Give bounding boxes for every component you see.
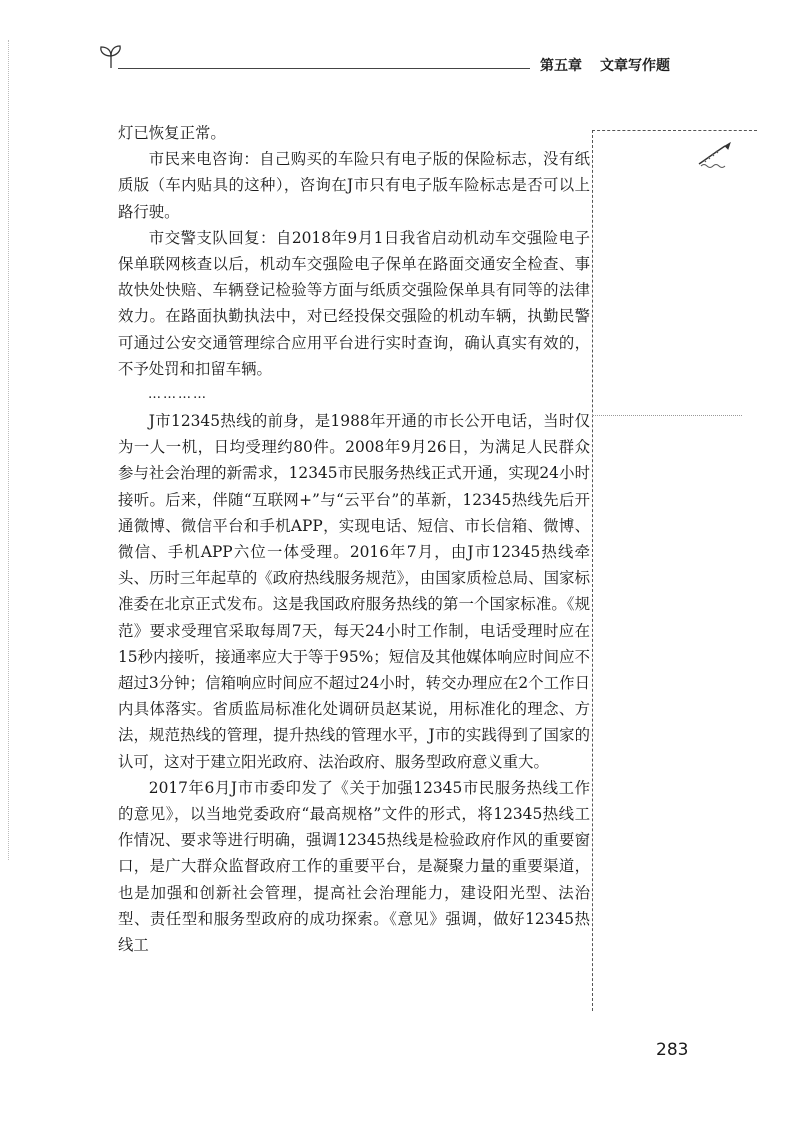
paragraph: 2017年6月J市市委印发了《关于加强12345市民服务热线工作的意见》，以当地党委政府“最高规格”文件的形式，将12345热线工作情况、要求等进行明确，强调12345热线是检验政府作风的重要窗口，是广大群众监督政府工作的重要平台，是凝聚力量的重要渠道，也是加强和创新社会管理，提高社会治理能力，建设阳光型、法治型、责任型和服务型政府的成功探索。《意见》强调，做好12345热线工 xyxy=(118,778,590,955)
leaf-sprout-icon xyxy=(98,44,124,70)
paragraph: 市交警支队回复：自2018年9月1日我省启动机动车交强险电子保单联网核查以后，机动车交强险电子保单在路面交通安全检查、事故快处快赔、车辆登记检验等方面与纸质交强险保单具有同等的法律效力。在路面执勤执法中，对已经投保交强险的机动车辆，执勤民警可通过公安交通管理综合应用平台进行实时查询，确认真实有效的，不予处罚和扣留车辆。 xyxy=(118,228,590,378)
note-divider xyxy=(592,415,742,416)
header-rule xyxy=(118,68,530,69)
paragraph: J市12345热线的前身，是1988年开通的市长公开电话，当时仅为一人一机，日均受理约80件。2008年9月26日，为满足人民群众参与社会治理的新需求，12345市民服务热线正式开通，实现24小时接听。后来，伴随“互联网+”与“云平台”的革新，12345热线先后开通微博、微信平台和手机APP，实现电话、短信、市长信箱、微博、微信、手机APP六位一体受理。2016年7月，由J市12345热线牵头、历时三年起草的《政府热线服务规范》，由国家质检总局、国家标准委在北京正式发布。这是我国政府服务热线的第一个国家标准。《规范》要求受理官采取每周7天，每天24小时工作制，电话受理时应在15秒内接听，接通率应大于等于95%；短信及其他媒体响应时间应不超过3分钟；信箱响应时间应不超过24小时，转交办理应在2个工作日内具体落实。省质监局标准化处调研员赵某说，用标准化的理念、方法，规范热线的管理，提升热线的管理水平，J市的实践得到了国家的认可，这对于建立阳光政府、法治政府、服务型政府意义重大。 xyxy=(118,412,590,771)
ellipsis: ………… xyxy=(148,387,208,403)
article-body xyxy=(118,120,590,958)
chapter-heading xyxy=(540,55,688,75)
chapter-number: 第五章 xyxy=(540,58,582,74)
chapter-title: 文章写作题 xyxy=(600,58,670,74)
page-number: 283 xyxy=(656,1040,689,1060)
paragraph: 灯已恢复正常。 xyxy=(118,124,226,142)
paragraph: 市民来电咨询：自己购买的车险只有电子版的保险标志，没有纸质版（车内贴具的这种），咨询在J市只有电子版车险标志是否可以上路行驶。 xyxy=(118,150,590,221)
pen-scribble-icon xyxy=(695,140,735,170)
binding-margin-dots xyxy=(8,40,9,860)
note-margin-box xyxy=(592,130,757,1011)
